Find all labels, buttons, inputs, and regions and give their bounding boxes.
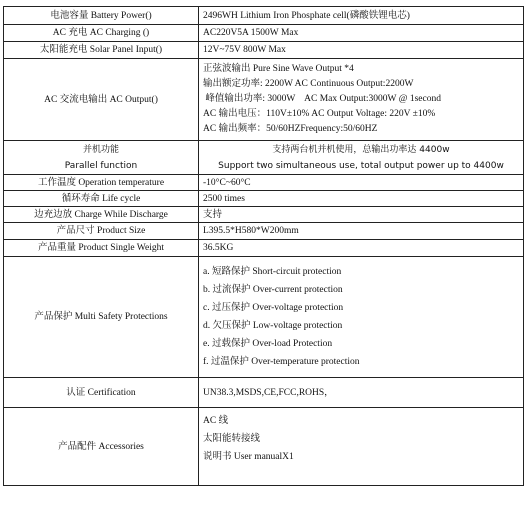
table-row [4, 25, 524, 42]
accessory-item: 太阳能转接线 [203, 434, 261, 444]
ac-charge-label: AC 充电 AC Charging () [4, 25, 199, 42]
table-row [4, 223, 524, 240]
table-row [4, 257, 524, 378]
accessories-value [199, 408, 524, 486]
ac-charge-value: AC220V5A 1500W Max [199, 25, 524, 42]
protection-item: b. 过流保护 Over-current protection [203, 285, 343, 295]
weight-label: 产品重量 Product Single Weight [4, 240, 199, 257]
protection-item: a. 短路保护 Short-circuit protection [203, 267, 342, 277]
table-row [4, 191, 524, 207]
cwd-value: 支持 [199, 207, 524, 223]
ac-output-value [199, 59, 524, 141]
size-label: 产品尺寸 Product Size [4, 223, 199, 240]
parallel-label-cn: 并机功能 [82, 144, 119, 155]
weight-value: 36.5KG [199, 240, 524, 257]
table-row [4, 240, 524, 257]
parallel-value [199, 141, 524, 175]
protection-item: d. 欠压保护 Low-voltage protection [203, 321, 343, 331]
protection-item: f. 过温保护 Over-temperature protection [203, 357, 360, 367]
protection-value [199, 257, 524, 378]
ac-output-line: AC 输出电压：110V±10% AC Output Voltage: 220V ±10% [203, 109, 436, 119]
table-row [4, 175, 524, 191]
temp-value: -10°C~60°C [199, 175, 524, 191]
accessories-label: 产品配件 Accessories [4, 408, 199, 486]
parallel-value-cn: 支持两台机并机使用，总输出功率达 4400w [272, 144, 450, 155]
battery-value: 2496WH Lithium Iron Phosphate cell(磷酸铁锂电芯) [199, 7, 524, 25]
accessory-item: AC 线 [203, 416, 229, 426]
parallel-label-en: Parallel function [64, 160, 138, 171]
size-value: L395.5*H580*W200mm [199, 223, 524, 240]
cycle-value: 2500 times [199, 191, 524, 207]
ac-output-line: 峰值输出功率: 3000W AC Max Output:3000W @ 1second [203, 94, 441, 104]
cert-value: UN38.3,MSDS,CE,FCC,ROHS， [199, 378, 524, 408]
solar-value: 12V~75V 800W Max [199, 42, 524, 59]
temp-label: 工作温度 Operation temperature [4, 175, 199, 191]
protection-item: e. 过载保护 Over-load Protection [203, 339, 333, 349]
table-row [4, 207, 524, 223]
ac-output-line: 输出额定功率: 2200W AC Continuous Output:2200W [203, 79, 414, 89]
table-row [4, 7, 524, 25]
ac-output-line: AC 输出频率：50/60HZFrequency:50/60HZ [203, 124, 378, 134]
table-row [4, 378, 524, 408]
cycle-label: 循环寿命 Life cycle [4, 191, 199, 207]
ac-output-label: AC 交流电输出 AC Output() [4, 59, 199, 141]
protection-label: 产品保护 Multi Safety Protections [4, 257, 199, 378]
solar-label: 太阳能充电 Solar Panel Input() [4, 42, 199, 59]
cert-label: 认证 Certification [4, 378, 199, 408]
table-row [4, 59, 524, 141]
parallel-label [4, 141, 199, 175]
accessory-item: 说明书 User manualX1 [203, 452, 294, 462]
cwd-label: 边充边放 Charge While Discharge [4, 207, 199, 223]
ac-output-line: 正弦波输出 Pure Sine Wave Output *4 [203, 64, 354, 74]
table-row [4, 141, 524, 175]
parallel-value-en: Support two simultaneous use, total output power up to 4400w [218, 160, 504, 171]
table-row [4, 42, 524, 59]
protection-item: c. 过压保护 Over-voltage protection [203, 303, 344, 313]
spec-table [3, 6, 524, 486]
table-row [4, 408, 524, 486]
battery-label: 电池容量 Battery Power() [4, 7, 199, 25]
